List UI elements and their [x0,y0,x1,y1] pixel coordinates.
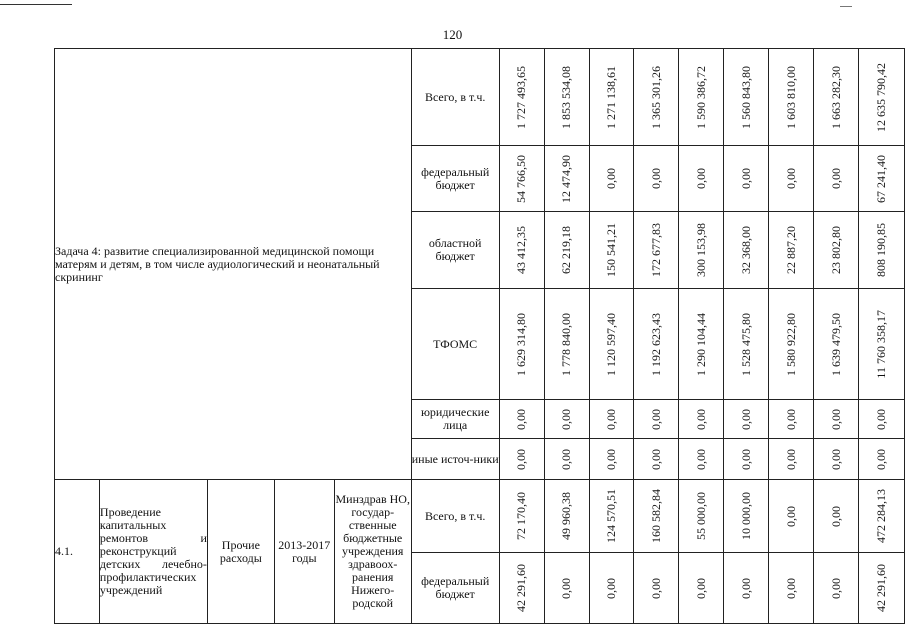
year-value-cell [769,212,814,289]
value-wrapper [679,480,723,552]
funding-value: 54 766,50 [514,154,529,203]
value-wrapper [724,146,768,211]
year-value-cell [544,553,589,624]
year-value-cell [814,553,859,624]
year-value-cell [814,480,859,553]
item-funding-value: 0,00 [603,577,618,599]
year-value-cell [589,49,634,146]
item-funding-value: 0,00 [828,505,843,527]
year-value-cell [814,146,859,212]
value-wrapper [590,439,634,479]
item-funding-value: 0,00 [783,505,798,527]
value-wrapper [545,480,589,552]
value-wrapper [590,400,634,438]
item-name: Проведение капитальных ремонтов и реконструкций детских лечебно-профилактических учреждений [99,480,207,624]
value-wrapper [500,289,544,399]
year-value-cell [499,553,544,624]
year-value-cell [589,289,634,400]
funding-value: 1 778 840,00 [559,312,574,376]
year-value-cell [679,49,724,146]
funding-value: 0,00 [828,448,843,470]
funding-value: 0,00 [738,168,753,189]
value-wrapper [724,553,768,623]
year-value-cell [589,146,634,212]
year-value-cell [769,480,814,553]
funding-value: 0,00 [874,408,889,430]
value-wrapper [545,212,589,288]
value-wrapper [769,480,813,552]
year-value-cell [589,480,634,553]
value-wrapper [724,49,768,145]
year-value-cell [724,400,769,439]
item-funding-value: 49 960,38 [559,492,574,540]
value-wrapper [545,553,589,623]
year-value-cell [724,480,769,553]
funding-value: 1 192 623,43 [648,312,663,376]
year-value-cell [814,212,859,289]
value-wrapper [679,212,723,288]
budget-table [54,48,905,624]
value-wrapper [634,480,678,552]
funding-value: 43 412,35 [514,226,529,274]
year-value-cell [544,146,589,212]
year-value-cell [769,400,814,439]
year-value-cell [679,439,724,480]
value-wrapper [814,289,858,399]
item-funding-value: 472 284,13 [874,489,889,543]
value-wrapper [500,49,544,145]
item-funding-value: 55 000,00 [693,492,708,540]
funding-value: 1 290 104,44 [693,312,708,376]
item-funding-value: 0,00 [693,577,708,599]
funding-value: 0,00 [738,408,753,430]
value-wrapper [769,289,813,399]
funding-value: 0,00 [648,448,663,470]
funding-value: 172 677,83 [648,223,663,277]
value-wrapper [859,553,904,623]
funding-value: 0,00 [783,408,798,430]
year-value-cell [634,553,679,624]
year-value-cell [544,212,589,289]
value-wrapper [634,553,678,623]
year-value-cell [769,49,814,146]
value-wrapper [545,289,589,399]
year-value-cell [724,289,769,400]
year-value-cell [634,49,679,146]
year-value-cell [724,212,769,289]
year-value-cell [679,146,724,212]
funding-value: 0,00 [693,408,708,430]
value-wrapper [500,212,544,288]
value-wrapper [859,146,904,211]
total-value-cell [859,439,905,480]
funding-value: 1 120 597,40 [603,312,618,376]
funding-value: 1 271 138,61 [603,65,618,129]
funding-value: 0,00 [648,408,663,430]
item-period: 2013-2017 годы [274,480,334,624]
page-number: 120 [442,27,463,42]
funding-value: 1 590 386,72 [693,65,708,129]
item-funding-value: 160 582,84 [648,489,663,543]
item-funding-value: 0,00 [783,577,798,599]
value-wrapper [814,480,858,552]
item-number: 4.1. [55,480,100,624]
item-funding-value: 124 570,51 [603,489,618,543]
funding-value: 0,00 [828,168,843,189]
funding-value: 0,00 [559,408,574,430]
year-value-cell [634,212,679,289]
value-wrapper [634,400,678,438]
funding-value: 23 802,80 [828,226,843,274]
year-value-cell [544,439,589,480]
value-wrapper [590,480,634,552]
year-value-cell [724,439,769,480]
funding-value: 1 603 810,00 [783,65,798,129]
year-value-cell [724,553,769,624]
year-value-cell [634,289,679,400]
funding-source-label: ТФОМС [411,289,499,400]
value-wrapper [859,49,904,145]
task-section [55,49,905,480]
year-value-cell [769,553,814,624]
value-wrapper [769,553,813,623]
funding-value: 0,00 [693,448,708,470]
value-wrapper [634,212,678,288]
value-wrapper [545,146,589,211]
year-value-cell [544,49,589,146]
funding-value: 1 853 534,08 [559,65,574,129]
year-value-cell [499,146,544,212]
value-wrapper [590,553,634,623]
funding-source-label: Всего, в т.ч. [411,49,499,146]
item-row [55,480,905,553]
item-funding-value: 10 000,00 [738,492,753,540]
value-wrapper [769,212,813,288]
year-value-cell [769,289,814,400]
value-wrapper [634,439,678,479]
funding-value: 1 580 922,80 [783,312,798,376]
funding-value: 11 760 358,17 [874,309,889,379]
item-funding-value: 0,00 [559,577,574,599]
scan-mark-left [0,4,72,5]
item-funding-value: 42 291,60 [514,564,529,612]
funding-value: 22 887,20 [783,226,798,274]
year-value-cell [589,400,634,439]
value-wrapper [814,146,858,211]
value-wrapper [724,212,768,288]
year-value-cell [499,212,544,289]
item-section [55,480,905,624]
value-wrapper [500,439,544,479]
year-value-cell [589,439,634,480]
funding-value: 1 663 282,30 [828,65,843,129]
value-wrapper [634,289,678,399]
value-wrapper [679,553,723,623]
value-wrapper [679,146,723,211]
funding-value: 0,00 [828,408,843,430]
value-wrapper [590,146,634,211]
year-value-cell [544,289,589,400]
item-funding-value: 0,00 [648,577,663,599]
value-wrapper [545,439,589,479]
funding-value: 0,00 [874,448,889,470]
value-wrapper [724,439,768,479]
total-value-cell [859,49,905,146]
year-value-cell [679,553,724,624]
funding-value: 150 541,21 [603,223,618,277]
funding-value: 1 639 479,50 [828,312,843,376]
value-wrapper [724,289,768,399]
funding-value: 12 635 790,42 [874,62,889,132]
year-value-cell [769,439,814,480]
value-wrapper [590,212,634,288]
funding-value: 1 560 843,80 [738,65,753,129]
funding-value: 62 219,18 [559,226,574,274]
funding-value: 1 727 493,65 [514,65,529,129]
funding-value: 0,00 [783,168,798,189]
funding-value: 0,00 [603,448,618,470]
funding-value: 0,00 [514,448,529,470]
funding-value: 67 241,40 [874,154,889,203]
value-wrapper [859,289,904,399]
year-value-cell [499,400,544,439]
funding-value: 0,00 [738,448,753,470]
year-value-cell [499,480,544,553]
year-value-cell [589,553,634,624]
value-wrapper [590,289,634,399]
funding-value: 0,00 [603,168,618,189]
total-value-cell [859,212,905,289]
year-value-cell [634,400,679,439]
funding-value: 32 368,00 [738,226,753,274]
task-title: Задача 4: развитие специализированной медицинской помощи матерям и детям, в том числе аудиологический и неонатальный скрининг [55,49,412,480]
item-funding-value: 42 291,60 [874,564,889,612]
value-wrapper [545,400,589,438]
year-value-cell [634,146,679,212]
value-wrapper [634,146,678,211]
year-value-cell [724,49,769,146]
year-value-cell [499,49,544,146]
value-wrapper [769,400,813,438]
funding-value: 0,00 [559,448,574,470]
funding-source-label: юридические лица [411,400,499,439]
total-value-cell [859,289,905,400]
year-value-cell [499,289,544,400]
funding-source-label: иные источ-ники [411,439,499,480]
total-value-cell [859,400,905,439]
value-wrapper [679,439,723,479]
value-wrapper [859,439,904,479]
year-value-cell [499,439,544,480]
year-value-cell [679,212,724,289]
funding-source-label: Всего, в т.ч. [411,480,499,553]
value-wrapper [500,553,544,623]
year-value-cell [634,480,679,553]
year-value-cell [814,49,859,146]
item-executor: Минздрав НО, государ-ственные бюджетные учреждения здравоох-ранения Нижего-родской [334,480,411,624]
year-value-cell [814,289,859,400]
funding-value: 1 528 475,80 [738,312,753,376]
year-value-cell [544,400,589,439]
funding-value: 0,00 [603,408,618,430]
value-wrapper [769,439,813,479]
funding-value: 300 153,98 [693,223,708,277]
value-wrapper [634,49,678,145]
item-expense-type: Прочие расходы [207,480,274,624]
item-funding-value: 0,00 [738,577,753,599]
funding-value: 0,00 [514,408,529,430]
value-wrapper [769,146,813,211]
item-funding-value: 72 170,40 [514,492,529,540]
item-funding-value: 0,00 [828,577,843,599]
value-wrapper [814,49,858,145]
year-value-cell [679,400,724,439]
funding-source-label: федеральный бюджет [411,553,499,624]
value-wrapper [814,400,858,438]
value-wrapper [814,439,858,479]
year-value-cell [814,439,859,480]
value-wrapper [859,400,904,438]
year-value-cell [724,146,769,212]
task-row [55,49,905,146]
year-value-cell [634,439,679,480]
value-wrapper [545,49,589,145]
value-wrapper [814,553,858,623]
value-wrapper [724,400,768,438]
value-wrapper [724,480,768,552]
value-wrapper [859,212,904,288]
value-wrapper [500,480,544,552]
year-value-cell [544,480,589,553]
total-value-cell [859,146,905,212]
scan-mark-right [840,6,852,7]
value-wrapper [679,289,723,399]
value-wrapper [814,212,858,288]
year-value-cell [814,400,859,439]
year-value-cell [769,146,814,212]
value-wrapper [590,49,634,145]
year-value-cell [679,480,724,553]
value-wrapper [500,146,544,211]
funding-value: 12 474,90 [559,154,574,203]
value-wrapper [859,480,904,552]
value-wrapper [679,400,723,438]
value-wrapper [500,400,544,438]
value-wrapper [679,49,723,145]
funding-source-label: федеральный бюджет [411,146,499,212]
total-value-cell [859,553,905,624]
funding-value: 1 365 301,26 [648,65,663,129]
funding-value: 1 629 314,80 [514,312,529,376]
total-value-cell [859,480,905,553]
funding-value: 0,00 [648,168,663,189]
funding-value: 0,00 [693,168,708,189]
funding-value: 0,00 [783,448,798,470]
year-value-cell [589,212,634,289]
year-value-cell [679,289,724,400]
value-wrapper [769,49,813,145]
funding-source-label: областной бюджет [411,212,499,289]
funding-value: 808 190,85 [874,223,889,277]
